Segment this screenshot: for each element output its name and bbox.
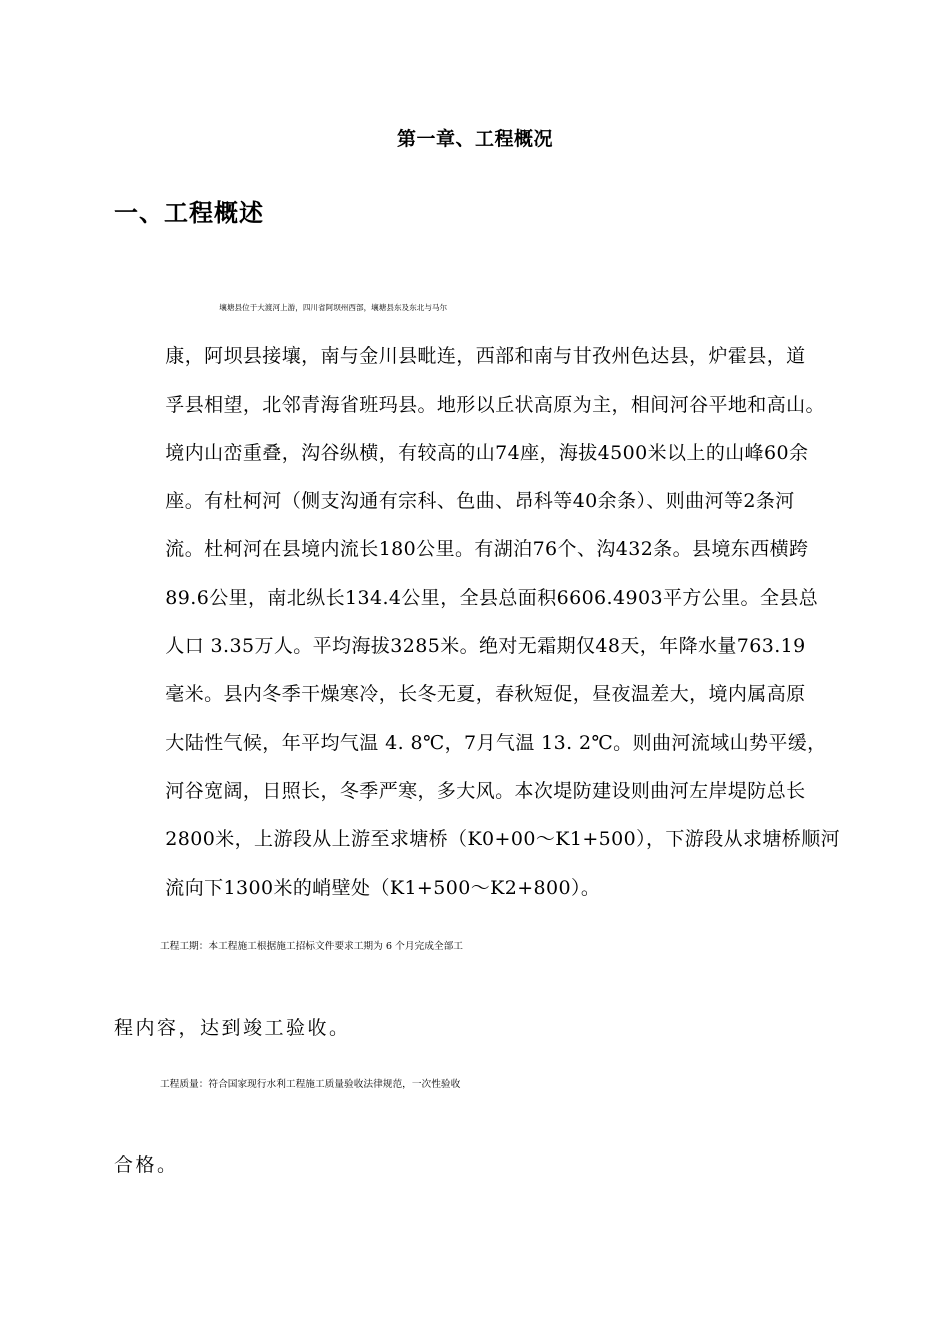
paragraph-line: 境内山峦重叠，沟谷纵横，有较高的山74座，海拔4500米以上的山峰60余 (165, 441, 809, 464)
paragraph-line: 座。有杜柯河（侧支沟通有宗科、色曲、昂科等40余条）、则曲河等2条河 (165, 490, 795, 513)
paragraph-line: 流向下1300米的峭壁处（K1+500～K2+800）。 (165, 876, 601, 899)
quality-line-2: 合格。 (114, 1154, 179, 1176)
paragraph-line: 河谷宽阔，日照长，冬季严寒，多大风。本次堤防建设则曲河左岸堤防总长 (165, 779, 806, 802)
paragraph-line: 人口 3.35万人。平均海拔3285米。绝对无霜期仅48天，年降水量763.19 (165, 635, 806, 658)
section-heading: 一、工程概述 (114, 199, 264, 227)
paragraph-line: 孚县相望，北邻青海省班玛县。地形以丘状高原为主，相间河谷平地和高山。 (165, 393, 825, 416)
paragraph-line: 康，阿坝县接壤，南与金川县毗连，西部和南与甘孜州色达县，炉霍县，道 (165, 345, 806, 368)
paragraph-line: 大陆性气候，年平均气温 4. 8℃，7月气温 13. 2℃。则曲河流域山势平缓， (165, 731, 827, 754)
overview-paragraph (114, 284, 866, 912)
paragraph-line: 2800米，上游段从上游至求塘桥（K0+00～K1+500），下游段从求塘桥顺河 (165, 828, 840, 851)
chapter-title: 第一章、工程概况 (396, 128, 553, 150)
paragraph-line: 毫米。县内冬季干燥寒冷，长冬无夏，春秋短促，昼夜温差大，境内属高原 (165, 683, 806, 706)
paragraph-line: 流。杜柯河在县境内流长180公里。有湖泊76个、沟432条。县境东西横跨 (165, 538, 809, 561)
paragraph-line: 89.6公里，南北纵长134.4公里，全县总面积6606.4903平方公里。全县总 (165, 586, 819, 609)
quality-line-1: 工程质量：符合国家现行水利工程施工质量验收法律规范，一次性验收 (160, 1079, 461, 1090)
schedule-line-2: 程内容，达到竣工验收。 (114, 1017, 351, 1039)
paragraph-line: 壤塘县位于大渡河上游，四川省阿坝州西部，壤塘县东及东北与马尔 (219, 303, 448, 312)
schedule-line-1: 工程工期：本工程施工根据施工招标文件要求工期为 6 个月完成全部工 (160, 941, 463, 952)
